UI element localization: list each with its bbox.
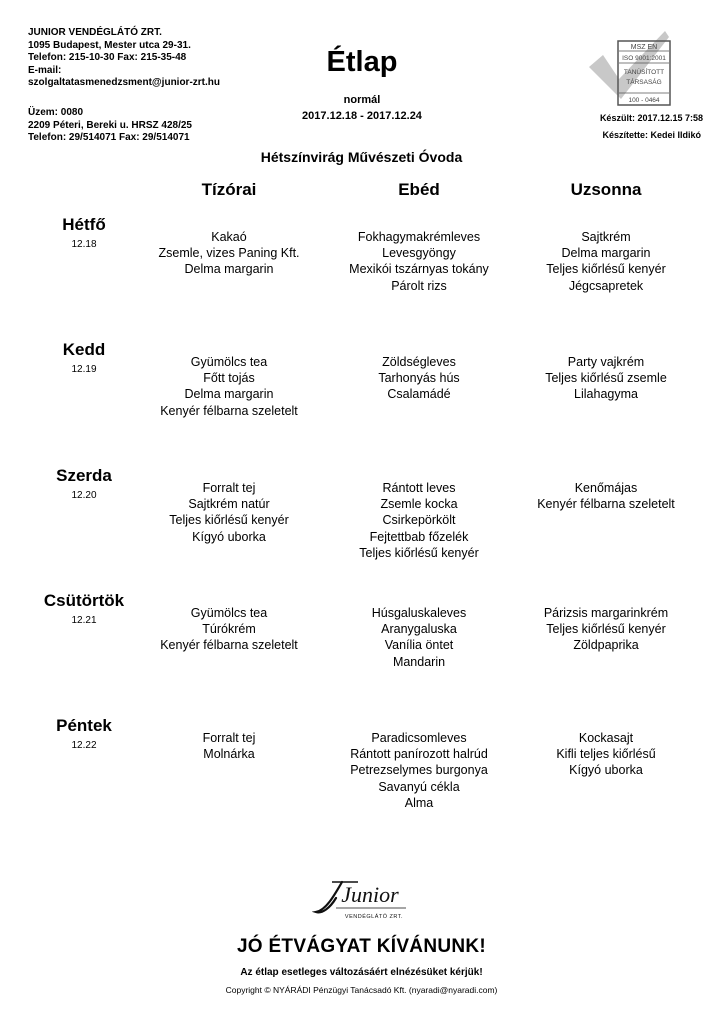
meal-item: Húsgaluskaleves (371, 606, 467, 620)
meal-item: Rántott panírozott halrúd (350, 747, 488, 762)
cert-line: TÁRSASÁG (626, 79, 662, 86)
page-title: Étlap (326, 46, 398, 78)
meal-item: Kenyér félbarna szeletelt (537, 497, 675, 512)
meal-cell-thursday-ebed (324, 605, 514, 670)
meal-cell-tuesday-ebed (324, 354, 514, 403)
meal-item: Lilahagyma (574, 387, 638, 402)
meal-cell-wednesday-ebed (324, 480, 514, 561)
meal-cell-thursday-tizorai (134, 605, 324, 654)
day-name: Kedd (62, 340, 106, 359)
meal-item: Zöldségleves (382, 355, 456, 369)
meal-cell-friday-uzsonna (511, 730, 701, 779)
created-by: Készítette: Kedei Ildikó (602, 130, 701, 140)
column-header-ebed: Ebéd (398, 180, 440, 199)
meal-item: Gyümölcs tea (190, 355, 268, 369)
meal-cell-monday-tizorai (134, 229, 324, 278)
meal-item: Főtt tojás (203, 371, 255, 386)
meal-item: Zöldpaprika (573, 638, 639, 653)
meal-item: Party vajkrém (567, 355, 645, 369)
meal-item: Fokhagymakrémleves (357, 230, 481, 244)
day-monday (20, 214, 148, 252)
company-email-label: E-mail: (28, 64, 62, 76)
meal-item: Teljes kiőrlésű kenyér (546, 262, 666, 277)
meal-item: Fejtettbab főzelék (369, 529, 469, 544)
meal-cell-friday-ebed (324, 730, 514, 811)
meal-item: Kockasajt (578, 731, 634, 745)
meal-item: Kígyó uborka (192, 529, 266, 544)
meal-item: Jégcsapretek (568, 278, 644, 293)
meal-item: Delma margarin (184, 387, 274, 402)
meal-item: Sajtkrém natúr (188, 497, 270, 512)
meal-item: Kenyér félbarna szeletelt (160, 403, 298, 418)
meal-cell-wednesday-uzsonna (511, 480, 701, 512)
meal-cell-friday-tizorai (134, 730, 324, 762)
meal-item: Zsemle, vizes Paning Kft. (158, 246, 300, 261)
meal-item: Aranygaluska (381, 622, 457, 637)
cert-line: 100 - 0464 (628, 97, 660, 104)
meal-item: Teljes kiőrlésű zsemle (545, 371, 667, 386)
day-date: 12.20 (71, 490, 97, 501)
meal-item: Rántott leves (382, 481, 456, 495)
cert-line: ISO 9001:2001 (622, 55, 666, 62)
meal-item: Mandarin (392, 654, 446, 669)
day-date: 12.19 (71, 364, 97, 375)
meal-cell-thursday-uzsonna (511, 605, 701, 654)
day-name: Péntek (56, 716, 112, 735)
meal-item: Vanília öntet (384, 638, 454, 653)
meal-item: Gyümölcs tea (190, 606, 268, 620)
meal-item: Petrezselymes burgonya (350, 763, 488, 778)
day-friday (20, 715, 148, 753)
meal-item: Kenőmájas (574, 481, 638, 495)
logo-tagline: VENDÉGLÁTÓ ZRT. (344, 914, 404, 920)
certification-seal-icon (585, 27, 673, 109)
day-wednesday (20, 465, 148, 503)
meal-cell-wednesday-tizorai (134, 480, 324, 545)
day-name: Csütörtök (43, 591, 125, 610)
meal-item: Csalamádé (387, 387, 451, 402)
site-phone-fax: Telefon: 29/514071 Fax: 29/514071 (28, 132, 190, 144)
company-phone-fax: Telefon: 215-10-30 Fax: 215-35-48 (28, 52, 187, 64)
meal-item: Teljes kiőrlésű kenyér (546, 622, 666, 637)
meal-item: Delma margarin (184, 262, 274, 277)
site-id: Üzem: 0080 (28, 107, 84, 118)
meal-item: Forralt tej (202, 481, 256, 495)
meal-item: Delma margarin (561, 246, 651, 261)
day-date: 12.18 (71, 239, 97, 250)
meal-item: Forralt tej (202, 731, 256, 745)
meal-item: Sajtkrém (581, 230, 631, 244)
site-info (28, 107, 192, 145)
meal-item: Túrókrém (202, 622, 256, 637)
meal-item: Párizsis margarinkrém (543, 606, 669, 620)
meal-item: Kenyér félbarna szeletelt (160, 638, 298, 653)
meal-item: Zsemle kocka (380, 497, 458, 512)
meal-item: Csirkepörkölt (382, 513, 456, 528)
meal-item: Paradicsomleves (371, 731, 467, 745)
date-range: 2017.12.18 - 2017.12.24 (302, 110, 422, 122)
institution-name: Hétszínvirág Művészeti Óvoda (260, 149, 463, 165)
junior-logo-icon (312, 874, 412, 922)
meal-item: Tarhonyás hús (378, 371, 460, 386)
meal-cell-tuesday-uzsonna (511, 354, 701, 403)
meal-cell-tuesday-tizorai (134, 354, 324, 419)
cert-line: MSZ EN (630, 44, 658, 51)
day-thursday (20, 590, 148, 628)
company-info (28, 27, 220, 90)
cert-line: TANÚSÍTOTT (623, 69, 665, 76)
logo-wordmark: Junior (341, 882, 399, 907)
menu-type: normál (343, 94, 381, 106)
created-timestamp: Készült: 2017.12.15 7:58 (599, 113, 703, 123)
column-header-tizorai: Tízórai (201, 180, 257, 199)
meal-item: Teljes kiőrlésű kenyér (169, 513, 289, 528)
meal-item: Kígyó uborka (569, 763, 643, 778)
company-email: szolgaltatasmenedzsment@junior-zrt.hu (28, 77, 220, 89)
meal-item: Párolt rizs (391, 278, 447, 293)
day-name: Szerda (56, 466, 112, 485)
site-address: 2209 Péteri, Bereki u. HRSZ 428/25 (28, 119, 192, 131)
day-date: 12.21 (71, 615, 97, 626)
meal-cell-monday-uzsonna (511, 229, 701, 294)
meal-item: Levesgyöngy (382, 246, 456, 261)
apology-text: Az étlap esetleges változásáért elnézésüket kérjük! (240, 967, 483, 978)
meal-item: Alma (404, 795, 434, 810)
company-name: JUNIOR VENDÉGLÁTÓ ZRT. (28, 27, 162, 38)
meal-item: Savanyú cékla (378, 779, 460, 794)
day-tuesday (20, 339, 148, 377)
meal-item: Teljes kiőrlésű kenyér (359, 545, 479, 560)
day-date: 12.22 (71, 740, 97, 751)
copyright-text: Copyright © NYÁRÁDI Pénzügyi Tanácsadó Kft. (nyaradi@nyaradi.com) (225, 985, 498, 995)
meal-item: Mexikói tszárnyas tokány (349, 262, 489, 277)
company-address: 1095 Budapest, Mester utca 29-31. (28, 39, 191, 51)
meal-cell-monday-ebed (324, 229, 514, 294)
meal-item: Kifli teljes kiőrlésű (556, 747, 656, 762)
meal-item: Kakaó (211, 230, 247, 244)
meal-item: Molnárka (203, 747, 255, 762)
column-header-uzsonna: Uzsonna (570, 180, 642, 199)
day-name: Hétfő (62, 215, 106, 234)
greeting-text: JÓ ÉTVÁGYAT KÍVÁNUNK! (236, 936, 487, 957)
